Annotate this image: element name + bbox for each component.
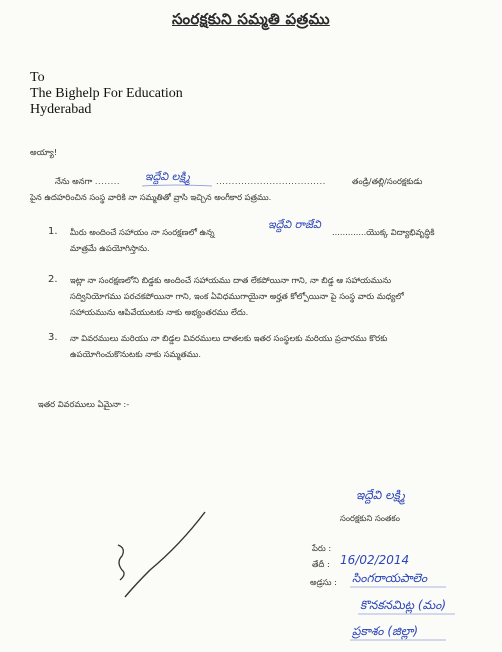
intro-dots-b: ................................... <box>216 176 326 186</box>
item-2-line-1: ఇట్లా నా సంరక్షణలోని బిడ్డకు అందించే సహాయము దాత లేకపోయినా గాని, నా బిడ్డ ఆ సహాయమును <box>70 275 392 285</box>
pen-diagonal-stroke <box>125 512 205 597</box>
other-details-label: ఇతర వివరములు ఏమైనా :- <box>38 399 130 409</box>
address-line-3: ప్రకాశం (జిల్లా) <box>352 624 419 638</box>
item-2-number: 2. <box>48 274 58 285</box>
item-3-line-2: ఉపయోగించుకొనుటకు నాకు సమ్మతము. <box>70 349 202 359</box>
recipient-organization: The Bighelp For Education <box>30 86 183 101</box>
item-1-line-1-prefix: మీరు అందించే సహాయం నా సంరక్షణలో ఉన్న <box>70 227 215 237</box>
item-1-number: 1. <box>48 226 58 237</box>
item-3-number: 3. <box>48 332 58 343</box>
guardian-signature: ఇద్దేవి లక్ష్మి <box>356 488 405 502</box>
date-value-handwritten: 16/02/2014 <box>340 553 410 567</box>
intro-dots-a: ........ <box>94 176 121 186</box>
recipient-to: To <box>30 70 45 85</box>
item-3-line-1: నా వివరములు మరియు నా బిడ్డల వివరములు దాతలకు ఇతర సంస్థలకు మరియు ప్రచారము కొరకు <box>70 333 388 343</box>
intro-line-1 <box>55 176 120 189</box>
intro-prefix: నేను అనగా <box>55 176 93 186</box>
salutation: అయ్యా! <box>30 147 58 157</box>
intro-line-2: పైన ఉదహరించిన సంస్థ వారికి నా సమ్మతితో వ్రాసి ఇచ్చిన అంగీకార పత్రము. <box>30 192 272 202</box>
address-label: అడ్రసు : <box>310 577 337 587</box>
date-label: తేదీ : <box>312 559 330 569</box>
name-label: పేరు : <box>312 543 332 553</box>
recipient-city: Hyderabad <box>30 102 92 117</box>
page-title: సంరక్షకుని సమ్మతి పత్రము <box>172 10 330 28</box>
item-2-line-2: సద్వినియోగము పరచకపోయినా గాని, ఇంక ఏవిధముగాయైనా అర్హత కోల్పోయినా పై సంస్థ వారు మధ్యలో <box>70 291 404 301</box>
signature-caption: సంరక్షకుని సంతకం <box>340 513 400 523</box>
address-line-2: కొనకనమిట్ల (మం) <box>360 598 446 612</box>
child-name-handwritten: ఇద్దేవి రాజేవి <box>268 218 321 231</box>
item-2-line-3: సహాయమును ఆపివేయుటకు నాకు అభ్యంతరము లేదు. <box>70 307 249 317</box>
pen-scribble-mark <box>118 545 124 580</box>
item-1-line-1-suffix: .............యొక్క విద్యాభివృద్ధికి <box>332 227 435 237</box>
address-line-1: సింగరాయపాలెం <box>352 571 428 585</box>
guardian-name-handwritten: ఇద్దేవి లక్ష్మి <box>145 170 190 183</box>
item-1-line-2: మాత్రమే ఉపయోగిస్తాను. <box>70 243 150 253</box>
intro-suffix: తండ్రి/తల్లి/సంరక్షకుడు <box>352 176 423 186</box>
